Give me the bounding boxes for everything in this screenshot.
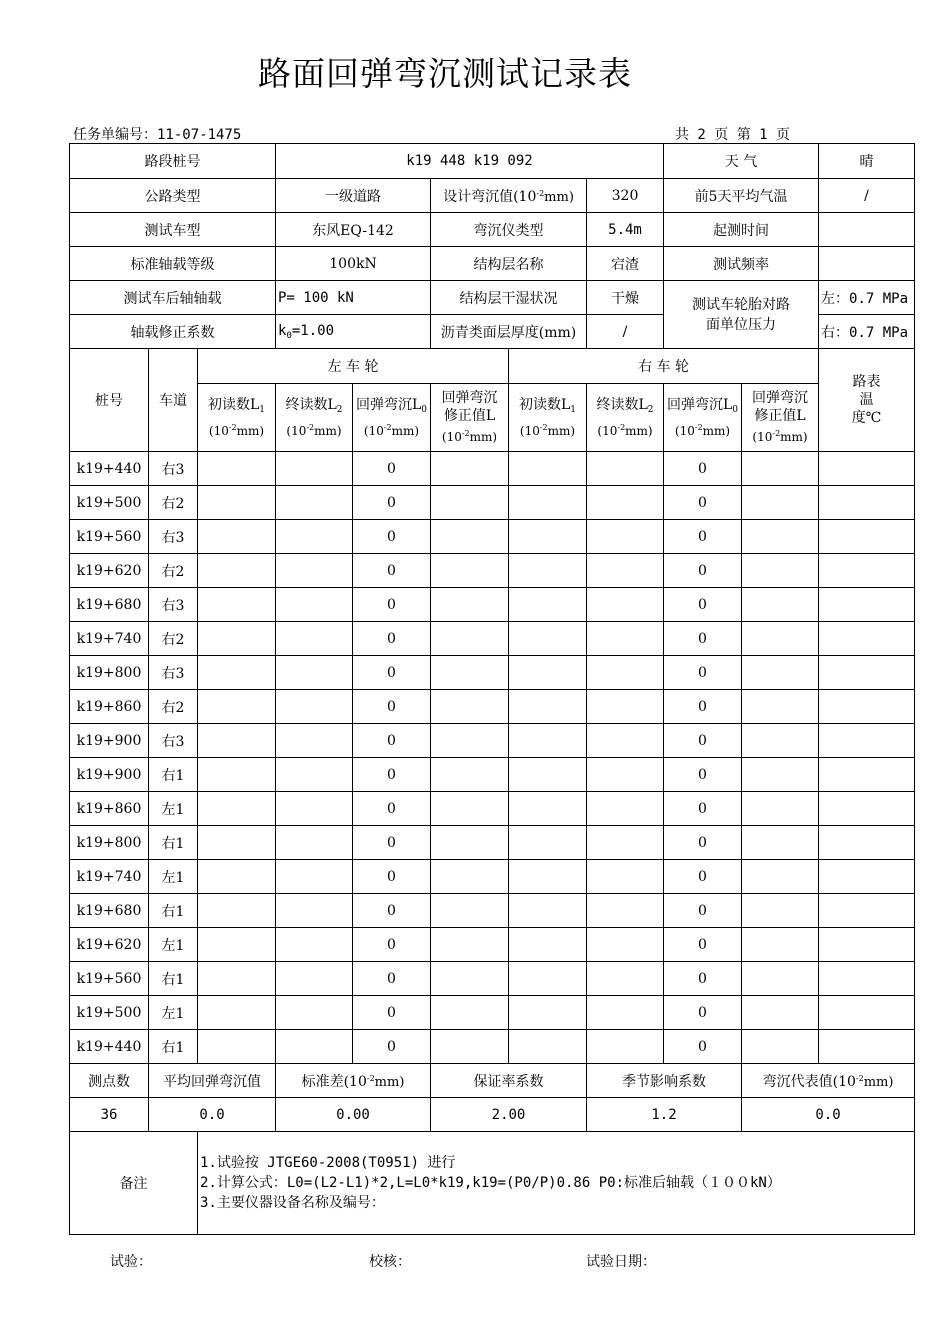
left-final-cell: [276, 724, 353, 758]
right-init-cell: [509, 962, 587, 996]
section-label: 路段桩号: [70, 144, 276, 179]
right-rebound-cell: 0: [664, 690, 742, 724]
right-corrected-cell: [742, 690, 819, 724]
season-label: 季节影响系数: [587, 1064, 742, 1098]
left-init-cell: [198, 894, 276, 928]
lane-cell: 右1: [149, 826, 198, 860]
surface-temp-cell: [819, 826, 915, 860]
right-corrected-cell: [742, 1030, 819, 1064]
tester-label: 试验：: [110, 1254, 152, 1270]
rear-axle-label: 测试车后轴轴载: [70, 281, 276, 315]
left-corrected-cell: [431, 452, 509, 486]
left-corrected-cell: [431, 588, 509, 622]
left-final-cell: [276, 486, 353, 520]
right-init-cell: [509, 826, 587, 860]
table-row: [70, 554, 915, 588]
right-rebound-cell: 0: [664, 826, 742, 860]
lane-cell: 左1: [149, 792, 198, 826]
axle-grade-value: 100kN: [276, 247, 431, 281]
std-dev-label: 标准差$(10^{-2}mm)$: [276, 1064, 431, 1098]
station-cell: k19+900: [70, 724, 149, 758]
lane-cell: 右1: [149, 1030, 198, 1064]
station-cell: k19+620: [70, 554, 149, 588]
remark-line-1: 1.试验按 JTGE60-2008(T0951) 进行: [200, 1155, 456, 1171]
lane-cell: 右3: [149, 452, 198, 486]
right-wheel-header: 右 车 轮: [509, 349, 819, 384]
left-init-cell: [198, 826, 276, 860]
right-corrected-cell: [742, 622, 819, 656]
right-init-cell: [509, 690, 587, 724]
gauge-type-label: 弯沉仪类型: [431, 213, 587, 247]
left-corrected-cell: [431, 860, 509, 894]
deflection-record-table: [69, 143, 915, 1235]
left-corrected-cell: [431, 996, 509, 1030]
left-corrected-cell: [431, 792, 509, 826]
right-corrected-cell: [742, 724, 819, 758]
left-corrected-cell: [431, 486, 509, 520]
right-rebound-cell: 0: [664, 656, 742, 690]
right-final-cell: [587, 1030, 664, 1064]
table-row: [70, 826, 915, 860]
right-init-header: 初读数$L_1$ $(10^{-2}mm)$: [509, 384, 587, 452]
season-value: 1.2: [587, 1098, 742, 1132]
right-corrected-cell: [742, 996, 819, 1030]
axle-coef-label: 轴载修正系数: [70, 315, 276, 349]
lane-cell: 右3: [149, 724, 198, 758]
left-corrected-cell: [431, 894, 509, 928]
surface-temp-cell: [819, 758, 915, 792]
right-rebound-cell: 0: [664, 894, 742, 928]
table-row: [70, 792, 915, 826]
station-cell: k19+500: [70, 486, 149, 520]
representative-value: 0.0: [742, 1098, 915, 1132]
left-final-cell: [276, 860, 353, 894]
right-rebound-cell: 0: [664, 758, 742, 792]
left-init-cell: [198, 452, 276, 486]
right-rebound-cell: 0: [664, 486, 742, 520]
average-label: 平均回弹弯沉值: [149, 1064, 276, 1098]
left-init-cell: [198, 758, 276, 792]
representative-label: 弯沉代表值$(10^{-2}mm)$: [742, 1064, 915, 1098]
right-final-cell: [587, 452, 664, 486]
left-final-cell: [276, 622, 353, 656]
station-cell: k19+900: [70, 758, 149, 792]
station-header: 桩号: [70, 349, 149, 452]
left-corrected-cell: [431, 554, 509, 588]
tire-pressure-left: 左：0.7 MPa: [819, 281, 915, 315]
lane-cell: 右2: [149, 554, 198, 588]
right-final-cell: [587, 894, 664, 928]
right-corrected-cell: [742, 520, 819, 554]
remark-line-2: 2.计算公式：L0=(L2-L1)*2,L=L0*k19,k19=(P0/P)0.86 P0:标准后轴载（１００kN）: [200, 1175, 781, 1191]
right-rebound-cell: 0: [664, 928, 742, 962]
left-rebound-cell: 0: [353, 894, 431, 928]
right-corrected-cell: [742, 656, 819, 690]
right-rebound-cell: 0: [664, 520, 742, 554]
right-final-cell: [587, 588, 664, 622]
table-row: [70, 690, 915, 724]
std-dev-value: 0.00: [276, 1098, 431, 1132]
left-corrected-cell: [431, 962, 509, 996]
left-init-cell: [198, 1030, 276, 1064]
lane-cell: 左1: [149, 860, 198, 894]
guarantee-label: 保证率系数: [431, 1064, 587, 1098]
surface-temp-cell: [819, 996, 915, 1030]
surface-temp-cell: [819, 656, 915, 690]
vehicle-value: 东风EQ-142: [276, 213, 431, 247]
left-final-cell: [276, 928, 353, 962]
surface-temp-cell: [819, 724, 915, 758]
station-cell: k19+620: [70, 928, 149, 962]
right-init-cell: [509, 486, 587, 520]
left-rebound-cell: 0: [353, 486, 431, 520]
rear-axle-value: P= 100 kN: [276, 281, 431, 315]
right-corrected-cell: [742, 758, 819, 792]
right-corrected-cell: [742, 452, 819, 486]
table-row: [70, 1030, 915, 1064]
right-final-cell: [587, 690, 664, 724]
right-rebound-cell: 0: [664, 1030, 742, 1064]
right-init-cell: [509, 724, 587, 758]
right-final-cell: [587, 826, 664, 860]
surface-temp-cell: [819, 690, 915, 724]
right-corrected-cell: [742, 928, 819, 962]
surface-temp-cell: [819, 792, 915, 826]
left-final-cell: [276, 894, 353, 928]
points-label: 测点数: [70, 1064, 149, 1098]
page-info: 共 2 页 第 1 页: [675, 127, 791, 143]
left-wheel-header: 左 车 轮: [198, 349, 509, 384]
left-final-header: 终读数$L_2$ $(10^{-2}mm)$: [276, 384, 353, 452]
left-init-cell: [198, 996, 276, 1030]
surface-temp-cell: [819, 1030, 915, 1064]
right-init-cell: [509, 996, 587, 1030]
lane-cell: 右1: [149, 894, 198, 928]
right-init-cell: [509, 860, 587, 894]
right-corrected-cell: [742, 486, 819, 520]
station-cell: k19+440: [70, 1030, 149, 1064]
layer-name-label: 结构层名称: [431, 247, 587, 281]
table-row: [70, 894, 915, 928]
left-init-cell: [198, 622, 276, 656]
right-final-cell: [587, 486, 664, 520]
left-final-cell: [276, 792, 353, 826]
table-row: [70, 962, 915, 996]
station-cell: k19+440: [70, 452, 149, 486]
table-row: [70, 860, 915, 894]
station-cell: k19+740: [70, 860, 149, 894]
left-corrected-cell: [431, 1030, 509, 1064]
right-init-cell: [509, 1030, 587, 1064]
right-init-cell: [509, 656, 587, 690]
right-final-cell: [587, 962, 664, 996]
left-final-cell: [276, 520, 353, 554]
layer-name-value: 宕渣: [587, 247, 664, 281]
right-rebound-cell: 0: [664, 588, 742, 622]
right-rebound-cell: 0: [664, 622, 742, 656]
task-number: 任务单编号：11-07-1475: [73, 127, 242, 143]
right-rebound-cell: 0: [664, 554, 742, 588]
lane-cell: 右2: [149, 486, 198, 520]
tire-pressure-right: 右：0.7 MPa: [819, 315, 915, 349]
right-corrected-header: 回弹弯沉修正值L $(10^{-2}mm)$: [742, 384, 819, 452]
lane-cell: 右1: [149, 962, 198, 996]
left-init-cell: [198, 486, 276, 520]
left-rebound-cell: 0: [353, 1030, 431, 1064]
design-deflection-value: 320: [587, 179, 664, 213]
road-type-value: 一级道路: [276, 179, 431, 213]
left-final-cell: [276, 554, 353, 588]
left-corrected-cell: [431, 520, 509, 554]
left-init-cell: [198, 690, 276, 724]
right-final-cell: [587, 520, 664, 554]
points-value: 36: [70, 1098, 149, 1132]
right-corrected-cell: [742, 792, 819, 826]
moisture-value: 干燥: [587, 281, 664, 315]
lane-cell: 右1: [149, 758, 198, 792]
right-rebound-cell: 0: [664, 724, 742, 758]
right-corrected-cell: [742, 826, 819, 860]
left-rebound-cell: 0: [353, 860, 431, 894]
lane-cell: 左1: [149, 928, 198, 962]
asphalt-thickness-value: /: [587, 315, 664, 349]
average-value: 0.0: [149, 1098, 276, 1132]
right-final-cell: [587, 622, 664, 656]
vehicle-label: 测试车型: [70, 213, 276, 247]
surface-temp-cell: [819, 588, 915, 622]
station-cell: k19+560: [70, 962, 149, 996]
right-final-cell: [587, 860, 664, 894]
left-rebound-cell: 0: [353, 758, 431, 792]
lane-cell: 右2: [149, 622, 198, 656]
left-final-cell: [276, 452, 353, 486]
left-final-cell: [276, 690, 353, 724]
left-corrected-cell: [431, 826, 509, 860]
station-cell: k19+800: [70, 826, 149, 860]
weather-label: 天 气: [664, 144, 819, 179]
right-rebound-cell: 0: [664, 860, 742, 894]
left-init-cell: [198, 860, 276, 894]
lane-header: 车道: [149, 349, 198, 452]
surface-temp-cell: [819, 928, 915, 962]
right-rebound-cell: 0: [664, 996, 742, 1030]
right-rebound-cell: 0: [664, 792, 742, 826]
left-corrected-cell: [431, 690, 509, 724]
right-init-cell: [509, 452, 587, 486]
right-corrected-cell: [742, 588, 819, 622]
test-frequency-label: 测试频率: [664, 247, 819, 281]
left-rebound-cell: 0: [353, 690, 431, 724]
right-init-cell: [509, 588, 587, 622]
station-cell: k19+860: [70, 792, 149, 826]
avg-temp-label: 前5天平均气温: [664, 179, 819, 213]
road-type-label: 公路类型: [70, 179, 276, 213]
right-corrected-cell: [742, 860, 819, 894]
weather-value: 晴: [819, 144, 915, 179]
moisture-label: 结构层干湿状况: [431, 281, 587, 315]
right-final-cell: [587, 928, 664, 962]
design-deflection-label: 设计弯沉值$(10^{-2}mm)$: [431, 179, 587, 213]
avg-temp-value: /: [819, 179, 915, 213]
left-init-cell: [198, 656, 276, 690]
checker-label: 校核：: [369, 1254, 411, 1270]
table-row: [70, 656, 915, 690]
section-value: k19 448 k19 092: [276, 144, 664, 179]
surface-temp-cell: [819, 962, 915, 996]
surface-temp-cell: [819, 452, 915, 486]
right-init-cell: [509, 520, 587, 554]
left-rebound-cell: 0: [353, 724, 431, 758]
right-rebound-header: 回弹弯沉$L_0$ $(10^{-2}mm)$: [664, 384, 742, 452]
right-final-cell: [587, 724, 664, 758]
station-cell: k19+800: [70, 656, 149, 690]
station-cell: k19+560: [70, 520, 149, 554]
table-row: [70, 452, 915, 486]
left-final-cell: [276, 588, 353, 622]
right-final-cell: [587, 996, 664, 1030]
left-rebound-cell: 0: [353, 996, 431, 1030]
surface-temp-cell: [819, 486, 915, 520]
left-final-cell: [276, 1030, 353, 1064]
left-final-cell: [276, 962, 353, 996]
left-init-cell: [198, 928, 276, 962]
test-date-label: 试验日期：: [586, 1254, 656, 1270]
guarantee-value: 2.00: [431, 1098, 587, 1132]
right-final-cell: [587, 758, 664, 792]
right-rebound-cell: 0: [664, 962, 742, 996]
table-row: [70, 996, 915, 1030]
left-final-cell: [276, 826, 353, 860]
right-init-cell: [509, 792, 587, 826]
left-rebound-cell: 0: [353, 452, 431, 486]
left-init-cell: [198, 792, 276, 826]
remarks-label: 备注: [70, 1132, 198, 1235]
remarks-content: [198, 1132, 915, 1235]
lane-cell: 右3: [149, 588, 198, 622]
left-rebound-cell: 0: [353, 656, 431, 690]
left-corrected-cell: [431, 928, 509, 962]
table-row: [70, 588, 915, 622]
tire-pressure-label: 测试车轮胎对路面单位压力: [664, 281, 819, 349]
left-rebound-cell: 0: [353, 588, 431, 622]
left-init-cell: [198, 724, 276, 758]
surface-temp-cell: [819, 860, 915, 894]
right-final-header: 终读数$L_2$ $(10^{-2}mm)$: [587, 384, 664, 452]
station-cell: k19+680: [70, 588, 149, 622]
asphalt-thickness-label: 沥青类面层厚度(mm): [431, 315, 587, 349]
left-rebound-cell: 0: [353, 520, 431, 554]
left-init-cell: [198, 554, 276, 588]
left-corrected-header: 回弹弯沉修正值L $(10^{-2}mm)$: [431, 384, 509, 452]
table-row: [70, 520, 915, 554]
right-init-cell: [509, 554, 587, 588]
right-corrected-cell: [742, 554, 819, 588]
right-final-cell: [587, 792, 664, 826]
axle-grade-label: 标准轴载等级: [70, 247, 276, 281]
remark-line-3: 3.主要仪器设备名称及编号：: [200, 1195, 385, 1211]
right-final-cell: [587, 656, 664, 690]
surface-temp-cell: [819, 894, 915, 928]
table-row: [70, 724, 915, 758]
left-init-cell: [198, 520, 276, 554]
start-time-value: [819, 213, 915, 247]
left-corrected-cell: [431, 758, 509, 792]
right-corrected-cell: [742, 962, 819, 996]
station-cell: k19+740: [70, 622, 149, 656]
left-corrected-cell: [431, 622, 509, 656]
lane-cell: 右3: [149, 656, 198, 690]
surface-temp-cell: [819, 520, 915, 554]
table-row: [70, 758, 915, 792]
start-time-label: 起测时间: [664, 213, 819, 247]
station-cell: k19+680: [70, 894, 149, 928]
page-title: 路面回弹弯沉测试记录表: [258, 54, 632, 93]
left-init-cell: [198, 962, 276, 996]
table-row: [70, 622, 915, 656]
left-rebound-cell: 0: [353, 826, 431, 860]
lane-cell: 右3: [149, 520, 198, 554]
left-rebound-cell: 0: [353, 554, 431, 588]
left-rebound-header: 回弹弯沉$L_0$ $(10^{-2}mm)$: [353, 384, 431, 452]
lane-cell: 右2: [149, 690, 198, 724]
left-final-cell: [276, 996, 353, 1030]
left-corrected-cell: [431, 724, 509, 758]
right-init-cell: [509, 894, 587, 928]
test-frequency-value: [819, 247, 915, 281]
left-final-cell: [276, 758, 353, 792]
left-rebound-cell: 0: [353, 622, 431, 656]
table-row: [70, 928, 915, 962]
surface-temp-header: 路表温度℃: [819, 349, 915, 452]
right-rebound-cell: 0: [664, 452, 742, 486]
left-final-cell: [276, 656, 353, 690]
station-cell: k19+860: [70, 690, 149, 724]
left-rebound-cell: 0: [353, 928, 431, 962]
right-corrected-cell: [742, 894, 819, 928]
lane-cell: 左1: [149, 996, 198, 1030]
table-row: [70, 486, 915, 520]
right-final-cell: [587, 554, 664, 588]
left-corrected-cell: [431, 656, 509, 690]
right-init-cell: [509, 758, 587, 792]
left-init-cell: [198, 588, 276, 622]
left-rebound-cell: 0: [353, 792, 431, 826]
station-cell: k19+500: [70, 996, 149, 1030]
surface-temp-cell: [819, 554, 915, 588]
right-init-cell: [509, 928, 587, 962]
right-init-cell: [509, 622, 587, 656]
left-rebound-cell: 0: [353, 962, 431, 996]
axle-coef-value: $k_0=1.00$: [276, 315, 431, 349]
gauge-type-value: 5.4m: [587, 213, 664, 247]
left-init-header: 初读数$L_1$ $(10^{-2}mm)$: [198, 384, 276, 452]
surface-temp-cell: [819, 622, 915, 656]
